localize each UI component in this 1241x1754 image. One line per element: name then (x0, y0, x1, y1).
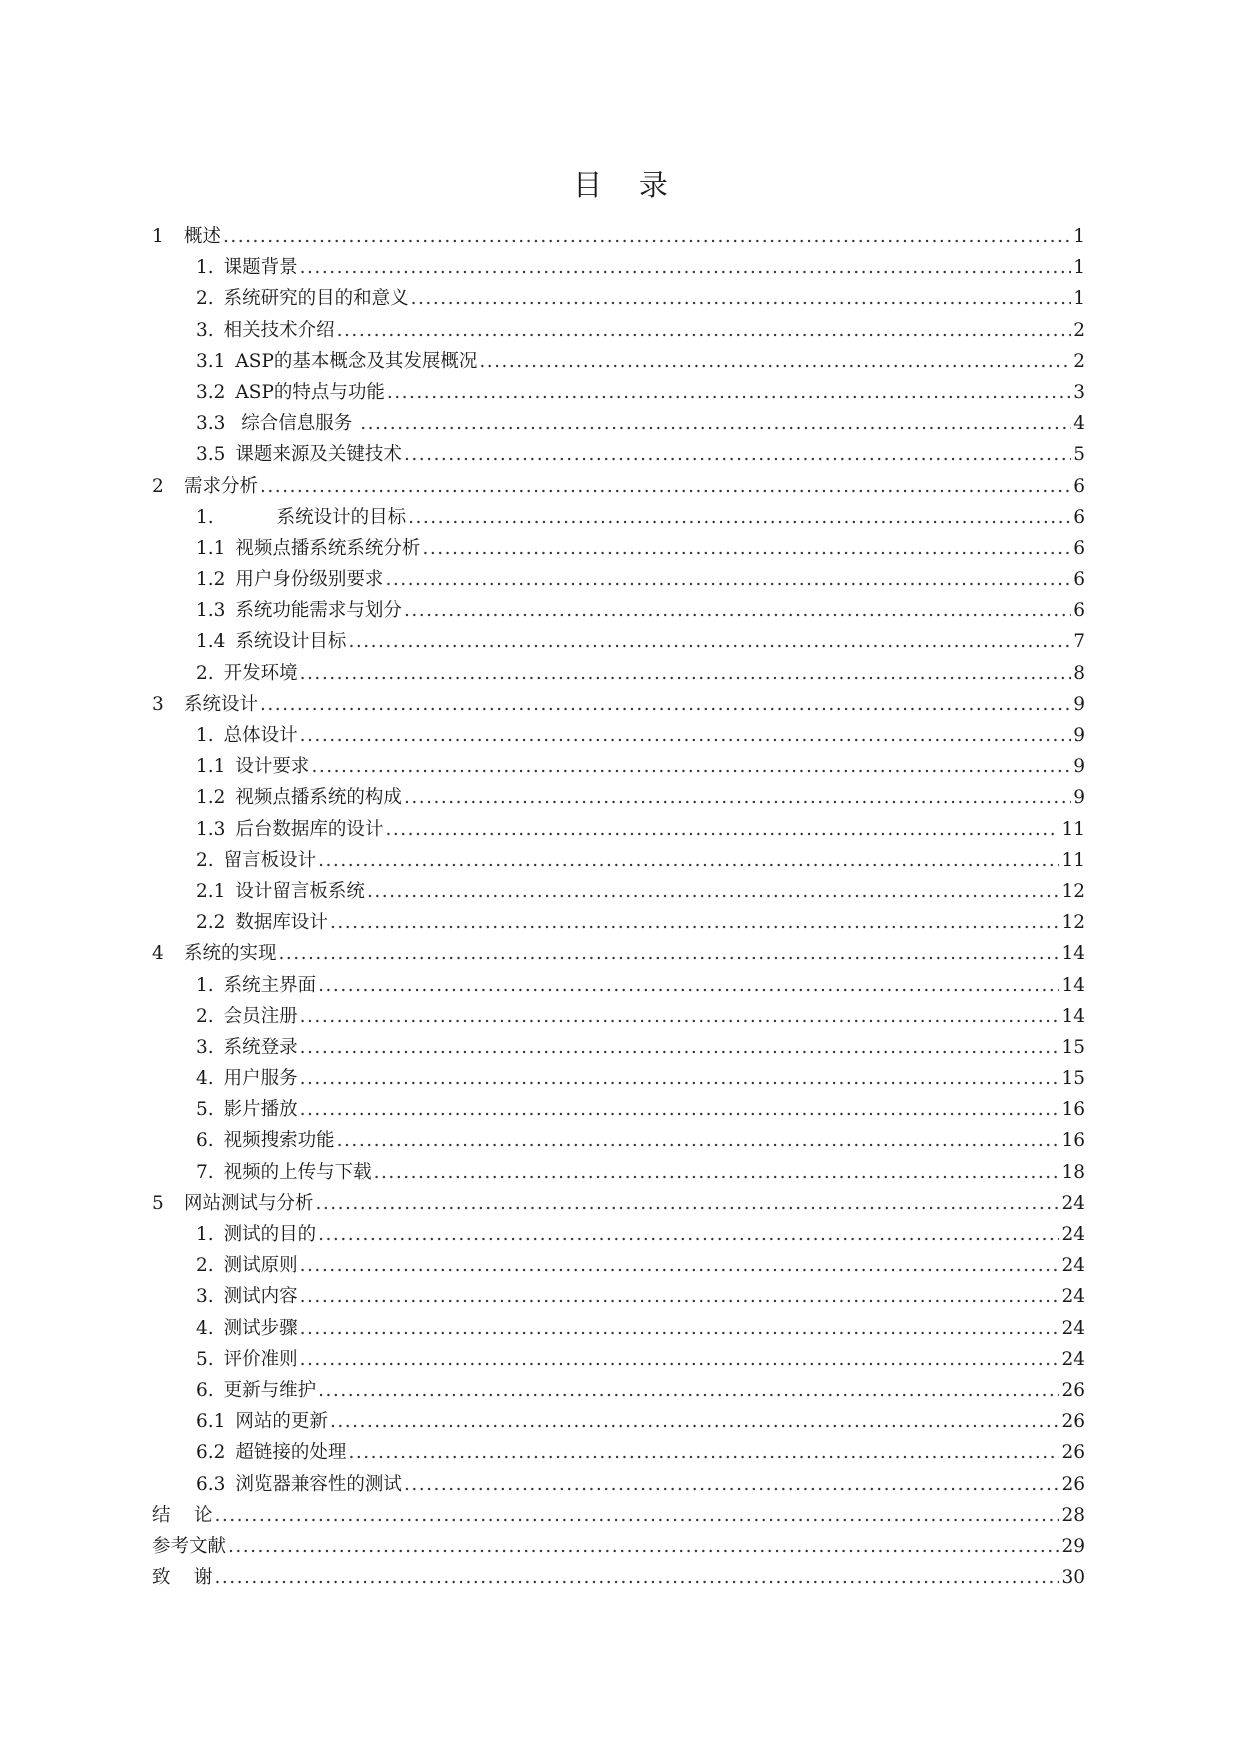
toc-entry[interactable] (152, 1094, 1085, 1125)
toc-entry-label: 系统的实现 (184, 943, 277, 965)
toc-entry-number: 2. (196, 288, 214, 310)
toc-entry-page-number: 9 (1073, 693, 1085, 715)
dot-leader (300, 1063, 1060, 1094)
toc-entry-label: 后台数据库的设计 (235, 818, 384, 840)
dot-leader (316, 1188, 1060, 1219)
toc-entry[interactable] (152, 845, 1085, 876)
toc-entry-label: 系统设计目标 (235, 631, 347, 653)
toc-entry-page-number: 30 (1061, 1567, 1085, 1589)
toc-entry-number: 2. (196, 662, 214, 684)
toc-entry-page-number: 6 (1073, 475, 1085, 497)
toc-entry-number: 1 (152, 226, 164, 247)
toc-entry-page-number: 1 (1073, 257, 1085, 279)
toc-entry-number: 1.1 (196, 537, 226, 559)
toc-entry-label: 视频点播系统的构成 (235, 787, 402, 809)
toc-entry[interactable] (152, 1032, 1085, 1063)
toc-entry[interactable] (152, 564, 1085, 595)
toc-entry-page-number: 12 (1061, 880, 1085, 902)
toc-entry[interactable] (152, 1188, 1085, 1219)
toc-entry[interactable] (152, 751, 1085, 782)
toc-entry-number: 1.4 (196, 631, 226, 653)
toc-entry-label: 用户身份级别要求 (235, 569, 384, 591)
toc-entry[interactable] (152, 1344, 1085, 1375)
toc-entry[interactable] (152, 689, 1085, 720)
toc-entry[interactable] (152, 1250, 1085, 1281)
toc-entry-page-number: 3 (1073, 381, 1085, 403)
toc-entry-label: 数据库设计 (235, 912, 328, 934)
toc-entry-page-number: 9 (1073, 756, 1085, 778)
toc-entry-page-number: 11 (1061, 849, 1085, 871)
toc-entry-page-number: 14 (1061, 1005, 1085, 1027)
toc-entry-page-number: 12 (1061, 912, 1085, 934)
toc-entry-label: 网站的更新 (235, 1411, 328, 1433)
dot-leader (337, 1125, 1060, 1156)
dot-leader (260, 471, 1071, 502)
toc-entry[interactable] (152, 1063, 1085, 1094)
toc-entry-label: 设计要求 (235, 756, 310, 778)
toc-entry-label: 系统登录 (223, 1036, 298, 1058)
toc-entry-label: 测试步骤 (223, 1317, 298, 1339)
toc-entry-label: 测试原则 (223, 1255, 298, 1277)
toc-entry-number: 6.3 (196, 1473, 226, 1495)
dot-leader (367, 876, 1060, 907)
toc-entry-label: 结 论 (152, 1504, 213, 1526)
toc-entry-number: 2. (196, 849, 214, 871)
dot-leader (422, 533, 1071, 564)
toc-entry-label: 系统主界面 (223, 974, 317, 996)
toc-entry-label: 留言板设计 (223, 849, 317, 871)
dot-leader (215, 1562, 1060, 1593)
toc-entry[interactable] (152, 502, 1085, 533)
toc-entry-number: 3. (196, 319, 214, 341)
toc-entry-label: 课题来源及关键技术 (235, 444, 402, 466)
toc-entry-label: ASP的基本概念及其发展概况 (235, 350, 478, 372)
toc-entry-page-number: 26 (1061, 1442, 1085, 1464)
toc-entry-page-number: 18 (1061, 1161, 1085, 1183)
dot-leader (408, 502, 1071, 533)
toc-entry-number: 3 (152, 693, 164, 715)
toc-entry-page-number: 6 (1073, 537, 1085, 559)
toc-entry-number: 3.1 (196, 350, 226, 372)
toc-entry-label: 课题背景 (223, 257, 298, 279)
toc-entry-page-number: 9 (1073, 787, 1085, 809)
toc-entry-page-number: 24 (1061, 1255, 1085, 1277)
dot-leader (311, 751, 1071, 782)
toc-entry-number: 6. (196, 1130, 214, 1152)
toc-entry-page-number: 8 (1073, 662, 1085, 684)
dot-leader (404, 1469, 1060, 1500)
toc-entry[interactable] (152, 782, 1085, 813)
toc-entry[interactable] (152, 1531, 1085, 1562)
dot-leader (318, 1375, 1059, 1406)
toc-entry[interactable] (152, 1375, 1085, 1406)
toc-entry-page-number: 9 (1073, 725, 1085, 746)
dot-leader (260, 689, 1071, 720)
toc-entry[interactable] (152, 283, 1085, 314)
dot-leader (404, 782, 1071, 813)
toc-entry-label: 致 谢 (152, 1567, 213, 1589)
dot-leader (300, 1281, 1060, 1312)
dot-leader (318, 1219, 1059, 1250)
toc-entry-label: 综合信息服务 (235, 413, 359, 435)
toc-entry-label: 参考文献 (152, 1535, 227, 1557)
toc-entry-number: 6.2 (196, 1442, 226, 1464)
toc-entry-label: 系统功能需求与划分 (235, 600, 402, 622)
toc-entry-label: 总体设计 (223, 725, 298, 746)
toc-entry-label: 影片播放 (223, 1099, 298, 1121)
toc-entry-number: 5. (196, 1099, 214, 1121)
dot-leader (360, 408, 1071, 439)
toc-entry[interactable] (152, 252, 1085, 283)
toc-entry-page-number: 24 (1061, 1192, 1085, 1214)
toc-entry-number: 3. (196, 1036, 214, 1058)
toc-entry-number: 1.2 (196, 569, 226, 591)
toc-entry-page-number: 24 (1061, 1286, 1085, 1308)
toc-entry-label: 设计留言板系统 (235, 880, 365, 902)
toc-entry[interactable] (152, 658, 1085, 689)
toc-entry-page-number: 15 (1061, 1068, 1085, 1090)
toc-entry-page-number: 14 (1061, 974, 1085, 996)
toc-entry-label: 浏览器兼容性的测试 (235, 1473, 402, 1495)
toc-entry-page-number: 29 (1061, 1535, 1085, 1557)
toc-entry-page-number: 6 (1073, 506, 1085, 528)
toc-entry-page-number: 24 (1061, 1224, 1085, 1245)
toc-entry-page-number: 26 (1061, 1411, 1085, 1433)
toc-entry-page-number: 11 (1061, 818, 1085, 840)
toc-entry[interactable] (152, 439, 1085, 470)
toc-entry-number: 1. (196, 506, 214, 528)
toc-entry-page-number: 1 (1073, 226, 1085, 247)
dot-leader (348, 626, 1071, 657)
dot-leader (300, 1344, 1060, 1375)
toc-entry-label: 系统设计的目标 (223, 506, 407, 528)
dot-leader (385, 564, 1071, 595)
table-of-contents (152, 221, 1085, 1593)
toc-entry-number: 1.3 (196, 600, 226, 622)
toc-entry[interactable] (152, 876, 1085, 907)
toc-entry[interactable] (152, 471, 1085, 502)
toc-entry[interactable] (152, 814, 1085, 845)
toc-entry-page-number: 7 (1073, 631, 1085, 653)
dot-leader (318, 845, 1059, 876)
toc-entry[interactable] (152, 1125, 1085, 1156)
toc-entry-number: 1. (196, 257, 214, 279)
toc-entry-number: 5 (152, 1192, 164, 1214)
toc-entry[interactable] (152, 1500, 1085, 1531)
toc-entry-number: 2. (196, 1255, 214, 1277)
toc-entry-page-number: 2 (1073, 319, 1085, 341)
toc-entry-number: 2.2 (196, 912, 226, 934)
toc-entry[interactable] (152, 408, 1085, 439)
toc-entry[interactable] (152, 221, 1085, 252)
toc-entry[interactable] (152, 315, 1085, 346)
toc-entry[interactable] (152, 1001, 1085, 1032)
dot-leader (411, 283, 1072, 314)
toc-entry-number: 1. (196, 725, 214, 746)
toc-entry[interactable] (152, 1157, 1085, 1188)
toc-entry[interactable] (152, 1437, 1085, 1468)
toc-entry-page-number: 5 (1073, 444, 1085, 466)
dot-leader (330, 1406, 1060, 1437)
dot-leader (223, 221, 1071, 252)
dot-leader (348, 1437, 1059, 1468)
toc-entry-number: 7. (196, 1161, 214, 1183)
toc-entry-page-number: 26 (1061, 1473, 1085, 1495)
toc-entry-number: 1. (196, 1224, 214, 1245)
toc-entry-label: 视频的上传与下载 (223, 1161, 372, 1183)
toc-entry-page-number: 26 (1061, 1379, 1085, 1401)
toc-entry-number: 3.5 (196, 444, 226, 466)
dot-leader (374, 1157, 1060, 1188)
toc-entry-label: 会员注册 (223, 1005, 298, 1027)
toc-entry[interactable] (152, 1313, 1085, 1344)
dot-leader (479, 346, 1071, 377)
toc-entry-label: 视频点播系统系统分析 (235, 537, 421, 559)
toc-entry-page-number: 24 (1061, 1317, 1085, 1339)
toc-entry-page-number: 16 (1061, 1099, 1085, 1121)
toc-entry-label: 系统设计 (184, 693, 259, 715)
dot-leader (404, 439, 1071, 470)
toc-entry-label: 系统研究的目的和意义 (223, 288, 409, 310)
dot-leader (300, 1001, 1060, 1032)
toc-entry-number: 3.3 (196, 413, 226, 435)
toc-entry[interactable] (152, 346, 1085, 377)
toc-entry-page-number: 14 (1061, 943, 1085, 965)
toc-entry-label: 测试的目的 (223, 1224, 317, 1245)
toc-entry-page-number: 2 (1073, 350, 1085, 372)
toc-entry-label: 用户服务 (223, 1068, 298, 1090)
toc-entry[interactable] (152, 626, 1085, 657)
toc-entry[interactable] (152, 907, 1085, 938)
dot-leader (300, 1250, 1060, 1281)
toc-entry-number: 3.2 (196, 381, 226, 403)
toc-entry-label: ASP的特点与功能 (235, 381, 385, 403)
toc-entry-label: 相关技术介绍 (223, 319, 335, 341)
dot-leader (385, 814, 1059, 845)
toc-entry-number: 3. (196, 1286, 214, 1308)
dot-leader (300, 658, 1072, 689)
toc-entry-page-number: 16 (1061, 1130, 1085, 1152)
toc-entry-number: 2 (152, 475, 164, 497)
dot-leader (404, 595, 1071, 626)
toc-entry-label: 网站测试与分析 (184, 1192, 314, 1214)
toc-entry[interactable] (152, 377, 1085, 408)
dot-leader (300, 1313, 1060, 1344)
toc-entry-label: 开发环境 (223, 662, 298, 684)
toc-entry-number: 6. (196, 1379, 214, 1401)
toc-entry-label: 评价准则 (223, 1348, 298, 1370)
toc-entry[interactable] (152, 938, 1085, 969)
dot-leader (387, 377, 1071, 408)
dot-leader (337, 315, 1072, 346)
toc-entry-page-number: 6 (1073, 569, 1085, 591)
toc-entry[interactable] (152, 720, 1085, 751)
toc-entry-label: 概述 (184, 226, 222, 247)
toc-entry-number: 5. (196, 1348, 214, 1370)
toc-entry-label: 视频搜索功能 (223, 1130, 335, 1152)
toc-entry-page-number: 4 (1073, 413, 1085, 435)
toc-entry[interactable] (152, 1562, 1085, 1593)
toc-entry-number: 2.1 (196, 880, 226, 902)
toc-entry-page-number: 15 (1061, 1036, 1085, 1058)
toc-entry-page-number: 28 (1061, 1504, 1085, 1526)
dot-leader (300, 1094, 1060, 1125)
dot-leader (300, 252, 1072, 283)
toc-entry[interactable] (152, 1469, 1085, 1500)
dot-leader (300, 1032, 1060, 1063)
toc-entry-label: 更新与维护 (223, 1379, 317, 1401)
toc-entry-number: 1. (196, 974, 214, 996)
toc-entry-label: 需求分析 (184, 475, 259, 497)
toc-entry[interactable] (152, 595, 1085, 626)
toc-entry-number: 4. (196, 1317, 214, 1339)
toc-entry-number: 1.1 (196, 756, 226, 778)
toc-entry[interactable] (152, 1281, 1085, 1312)
toc-entry-number: 4. (196, 1068, 214, 1090)
toc-entry-page-number: 6 (1073, 600, 1085, 622)
toc-entry-number: 2. (196, 1005, 214, 1027)
toc-entry[interactable] (152, 1219, 1085, 1250)
dot-leader (300, 720, 1072, 751)
page-title: 目 录 (573, 168, 668, 202)
toc-entry-number: 4 (152, 943, 164, 965)
toc-entry[interactable] (152, 1406, 1085, 1437)
dot-leader (279, 938, 1060, 969)
toc-entry-number: 6.1 (196, 1411, 226, 1433)
toc-entry-label: 超链接的处理 (235, 1442, 347, 1464)
toc-entry-number: 1.2 (196, 787, 226, 809)
toc-entry[interactable] (152, 970, 1085, 1001)
toc-entry-number: 1.3 (196, 818, 226, 840)
toc-entry-page-number: 1 (1073, 288, 1085, 310)
toc-entry-label: 测试内容 (223, 1286, 298, 1308)
toc-entry[interactable] (152, 533, 1085, 564)
dot-leader (318, 970, 1059, 1001)
dot-leader (330, 907, 1060, 938)
dot-leader (228, 1531, 1059, 1562)
dot-leader (215, 1500, 1060, 1531)
toc-entry-page-number: 24 (1061, 1348, 1085, 1370)
